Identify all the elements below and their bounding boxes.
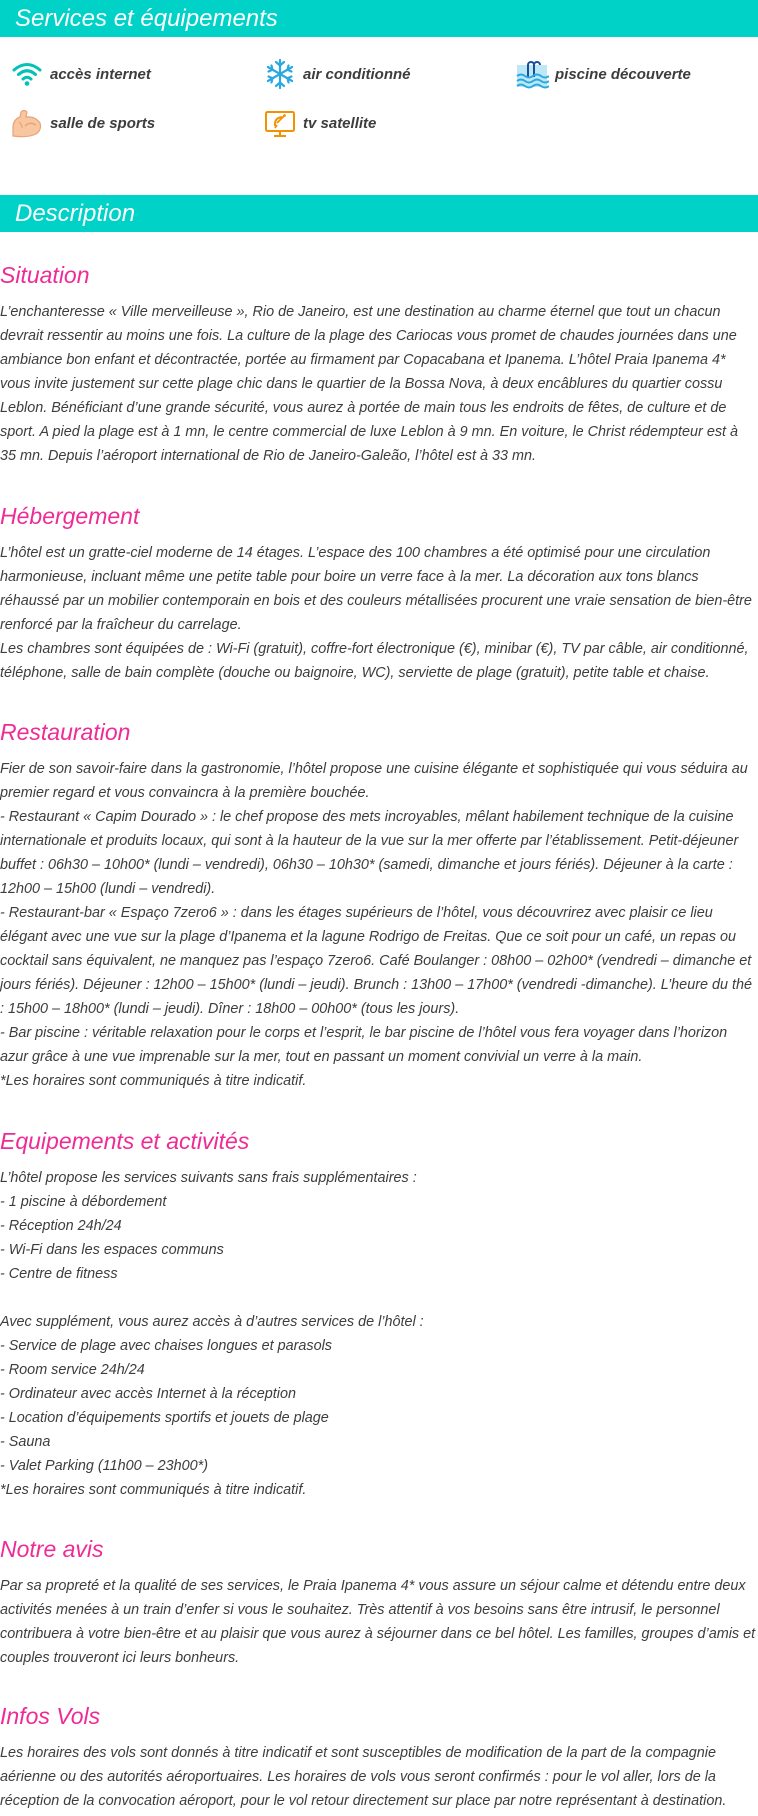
service-label: accès internet — [50, 65, 151, 83]
section-notre-avis — [0, 1530, 758, 1670]
section-hebergement — [0, 497, 758, 685]
wifi-icon — [10, 57, 44, 91]
service-item-satellite-tv — [263, 106, 376, 140]
section-heading: Infos Vols — [0, 1703, 101, 1729]
section-situation — [0, 256, 758, 468]
service-label: piscine découverte — [555, 65, 691, 83]
service-item-air-conditioning — [263, 57, 411, 91]
section-infos-vols — [0, 1697, 758, 1813]
section-heading: Notre avis — [0, 1536, 104, 1562]
section-text: Par sa propreté et la qualité de ses services, le Praia Ipanema 4* vous assure un séjour calme et détendu entre deux activités menées à un train d’enfer si vous le souhaitez. Très attentif à vos besoins sans être intrusif, le personnel contribuera à votre bien-être et au plaisir que vous aurez à séjourner dans ce bel hôtel. Les familles, groupes d’amis et couples trouveront ici leurs bonheurs. — [0, 1578, 756, 1666]
section-equipements — [0, 1122, 758, 1502]
satellite-tv-icon — [263, 106, 297, 140]
section-text: L’hôtel propose les services suivants sans frais supplémentaires : - 1 piscine à débordement - Réception 24h/24 - Wi-Fi dans les espaces communs - Centre de fitness Avec supplément, vous aurez accès à d’autres services de l’hôtel : - Service de plage avec chaises longues et parasols - Room service 24h/24 - Ordinateur avec accès Internet à la réception - Location d’équipements sportifs et jouets de plage - Sauna - Valet Parking (11h00 – 23h00*) *Les horaires sont communiqués à titre indicatif. — [0, 1170, 424, 1498]
service-item-gym — [10, 106, 155, 140]
services-section-title: Services et équipements — [0, 0, 758, 37]
service-item-internet — [10, 57, 151, 91]
snowflake-icon — [263, 57, 297, 91]
section-heading: Situation — [0, 262, 90, 288]
section-heading: Equipements et activités — [0, 1128, 250, 1154]
section-restauration — [0, 713, 758, 1093]
section-text: Les horaires des vols sont donnés à titre indicatif et sont susceptibles de modification de la part de la compagnie aérienne ou des autorités aéroportuaires. Les horaires de vols vous seront confirmés : pour le vol aller, lors de la réception de la convocation aéroport, pour le vol retour directement sur place par notre représentant à destination. — [0, 1745, 727, 1809]
service-label: tv satellite — [303, 114, 377, 132]
muscle-arm-icon — [10, 106, 44, 140]
section-text: L’enchanteresse « Ville merveilleuse », Rio de Janeiro, est une destination au charme éternel que tout un chacun devrait ressentir au moins une fois. La culture de la plage des Cariocas vous promet de chaudes journées dans une ambiance bon enfant et décontractée, portée au firmament par Copacabana et Ipanema. L’hôtel Praia Ipanema 4* vous invite justement sur cette plage chic dans le quartier de la Bossa Nova, à deux encâblures du quartier cossu Leblon. Bénéficiant d’une grande sécurité, vous aurez à portée de main tous les endroits de fêtes, de culture et de sport. A pied la plage est à 1 mn, le centre commercial de luxe Leblon à 9 mn. En voiture, le Christ rédempteur est à 35 mn. Depuis l’aéroport international de Rio de Janeiro-Galeão, l’hôtel est à 33 mn. — [0, 304, 739, 464]
section-text: Fier de son savoir-faire dans la gastronomie, l’hôtel propose une cuisine élégante et sophistiquée qui vous séduira au premier regard et vous convaincra à la première bouchée. - Restaurant « Capim Dourado » : le chef propose des mets incroyables, mêlant habilement technique de la cuisine internationale et produits locaux, qui sont à la hauteur de la vue sur la mer offerte par l’établissement. Petit-déjeuner buffet : 06h30 – 10h00* (lundi – vendredi), 06h30 – 10h30* (samedi, dimanche et jours fériés). Déjeuner à la carte : 12h00 – 15h00 (lundi – vendredi). - Restaurant-bar « Espaço 7zero6 » : dans les étages supérieurs de l’hôtel, vous découvrirez avec plaisir ce lieu élégant avec une vue sur la plage d’Ipanema et la lagune Rodrigo de Freitas. Que ce soit pour un café, un repas ou cocktail sans équivalent, ne manquez pas l’espaço 7zero6. Café Boulanger : 08h00 – 02h00* (vendredi – dimanche et jours fériés). Déjeuner : 12h00 – 15h00* (lundi – jeudi). Brunch : 13h00 – 17h00* (vendredi -dimanche). L’heure du thé : 15h00 – 18h00* (lundi – jeudi). Dîner : 18h00 – 00h00* (tous les jours). - Bar piscine : véritable relaxation pour le corps et l’esprit, le bar piscine de l’hôtel vous fera voyager dans l’horizon azur grâce à une vue imprenable sur la mer, tout en passant un moment convivial un verre à la main. *Les horaires sont communiqués à titre indicatif. — [0, 761, 752, 1089]
service-label: salle de sports — [50, 114, 156, 132]
service-item-pool — [515, 57, 691, 91]
section-text: L’hôtel est un gratte-ciel moderne de 14 étages. L’espace des 100 chambres a été optimisé pour une circulation harmonieuse, incluant même une petite table pour boire un verre face à la mer. La décoration aux tons blancs réhaussé par un mobilier contemporain en bois et des couleurs métallisées procurent une vraie sensation de bien-être renforcé par la fraîcheur du carrelage. Les chambres sont équipées de : Wi-Fi (gratuit), coffre-fort électronique (€), minibar (€), TV par câble, air conditionné, téléphone, salle de bain complète (douche ou baignoire, WC), serviette de plage (gratuit), petite table et chaise. — [0, 545, 752, 681]
section-heading: Restauration — [0, 719, 131, 745]
pool-icon — [515, 57, 549, 91]
service-label: air conditionné — [303, 65, 411, 83]
description-section-title: Description — [0, 195, 758, 232]
section-heading: Hébergement — [0, 503, 140, 529]
